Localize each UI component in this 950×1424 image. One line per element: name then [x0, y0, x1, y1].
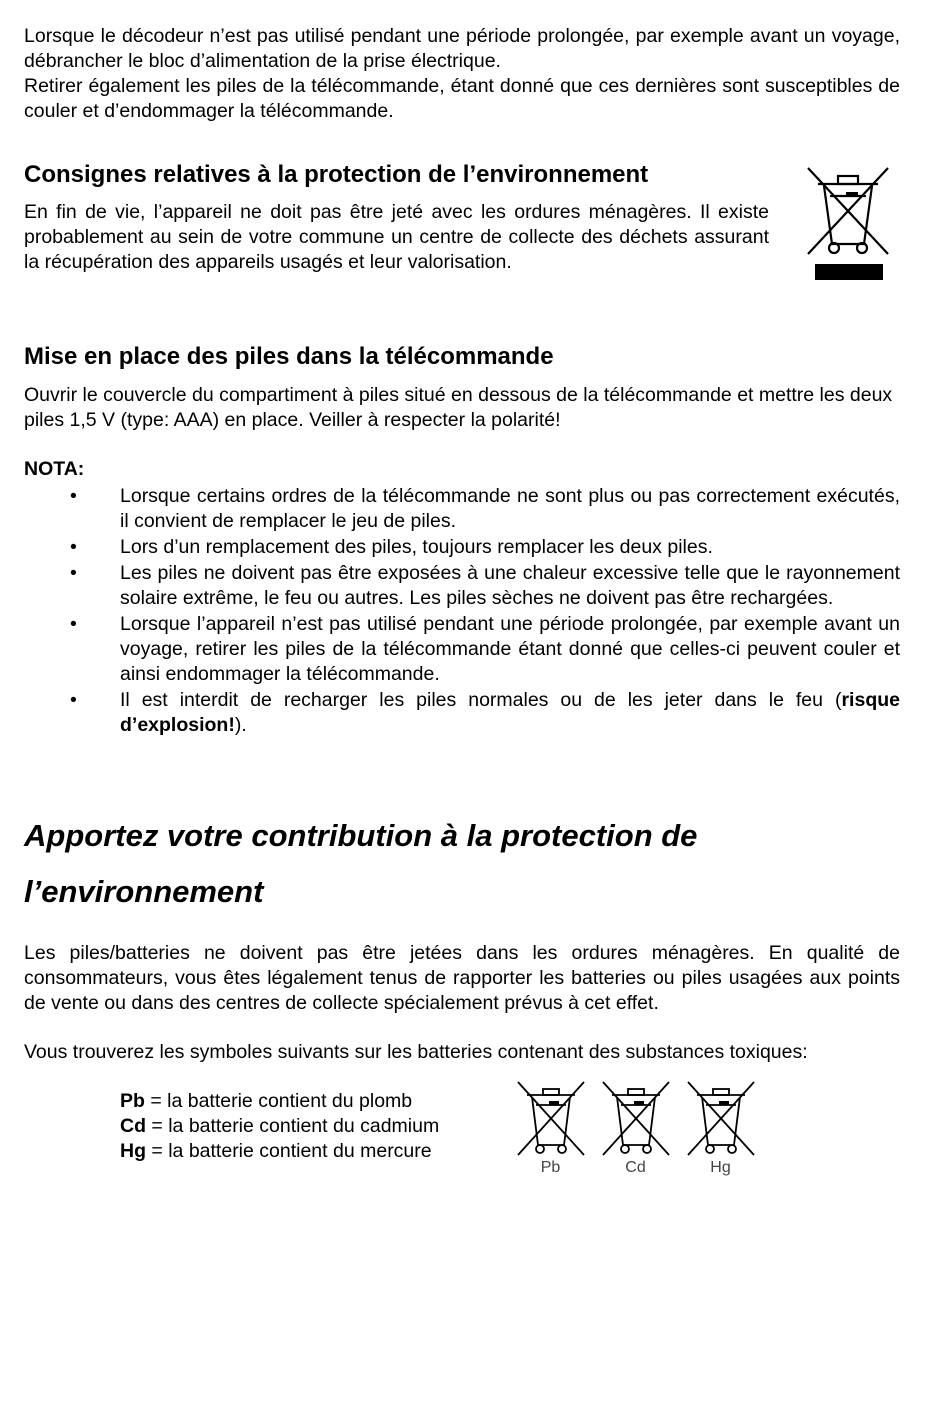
bullet: •	[70, 613, 77, 635]
symbols-list	[120, 1089, 500, 1177]
battery-symbol	[508, 1079, 593, 1177]
list-item: • Il est interdit de recharger les piles normales ou de les jeter dans le feu (risque d’explosion!).	[70, 689, 900, 736]
bullet: •	[70, 562, 77, 584]
symbol-label: Hg	[710, 1158, 731, 1176]
contrib-heading: Apportez votre contribution à la protection de l’environnement	[24, 818, 698, 909]
battery-icons	[508, 1079, 763, 1177]
contrib-text: Les piles/batteries ne doivent pas être jetées dans les ordures ménagères. En qualité de consommateurs, vous êtes légalement tenus de rapporter les batteries ou piles usagées aux points de vente ou dans des centres de collecte spécialement prévus à cet effet.	[24, 941, 900, 1014]
battery-symbol	[678, 1079, 763, 1177]
crossed-bin-icon	[804, 164, 894, 284]
env-heading: Consignes relatives à la protection de l’environnement	[24, 161, 649, 188]
list-item: • Lors d’un remplacement des piles, toujours remplacer les deux piles.	[70, 536, 713, 558]
symbol-label: Cd	[625, 1158, 646, 1176]
crossed-bin-icon	[515, 1079, 587, 1161]
list-item: • Lorsque l’appareil n’est pas utilisé pendant une période prolongée, par exemple avant un voyage, retirer les piles de la télécommande étant donné que celles-ci peuvent couler et ainsi endommager la télécommande.	[70, 613, 900, 685]
piles-text: Ouvrir le couvercle du compartiment à piles situé en dessous de la télécommande et mettre les deux piles 1,5 V (type: AAA) en place. Veiller à respecter la polarité!	[24, 384, 893, 431]
symbol-line: Hg = la batterie contient du mercure	[120, 1139, 432, 1162]
nota-label: NOTA:	[24, 458, 85, 480]
list-item: • Lorsque certains ordres de la télécommande ne sont plus ou pas correctement exécutés, il convient de remplacer le jeu de piles.	[70, 485, 900, 532]
warning-bold: risque d’explosion!	[120, 689, 900, 736]
symbols-row	[24, 1089, 900, 1177]
env-text: En fin de vie, l’appareil ne doit pas être jeté avec les ordures ménagères. Il existe probablement au sein de votre commune un centre de collecte des déchets assurant la récupération des appareils usagés et leur valorisation.	[24, 201, 769, 273]
battery-symbol	[593, 1079, 678, 1177]
symbol-label: Pb	[540, 1158, 561, 1176]
symbol-line: Pb = la batterie contient du plomb	[120, 1089, 413, 1112]
symbol-line: Cd = la batterie contient du cadmium	[120, 1114, 440, 1137]
document-page	[24, 24, 900, 1177]
intro-paragraph-2: Retirer également les piles de la télécommande, étant donné que ces dernières sont susceptibles de couler et d’endommager la télécommande.	[24, 75, 900, 122]
env-section	[24, 200, 900, 284]
bullet: •	[70, 536, 77, 558]
piles-heading: Mise en place des piles dans la télécommande	[24, 343, 554, 370]
intro-paragraph-1: Lorsque le décodeur n’est pas utilisé pendant une période prolongée, par exemple avant un voyage, débrancher le bloc d’alimentation de la prise électrique.	[24, 25, 900, 72]
list-item: • Les piles ne doivent pas être exposées à une chaleur excessive telle que le rayonnement solaire extrême, le feu ou autres. Les piles sèches ne doivent pas être rechargées.	[70, 562, 900, 609]
bullet: •	[70, 485, 77, 507]
nota-list	[24, 484, 900, 738]
crossed-bin-icon	[685, 1079, 757, 1161]
symbols-intro: Vous trouverez les symboles suivants sur les batteries contenant des substances toxiques:	[24, 1040, 808, 1063]
bullet: •	[70, 689, 77, 711]
crossed-bin-icon	[600, 1079, 672, 1161]
